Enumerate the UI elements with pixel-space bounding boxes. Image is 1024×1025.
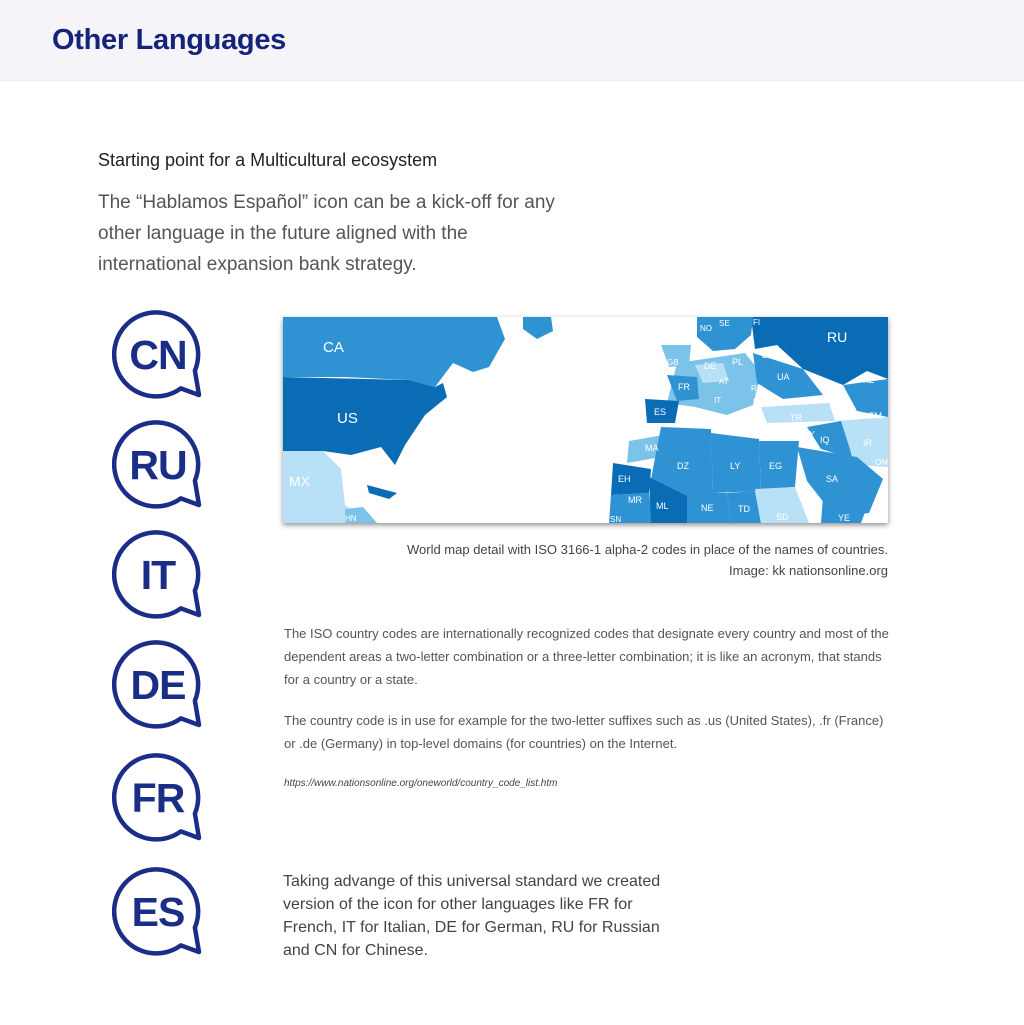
map-label-us: US — [337, 410, 358, 427]
body-paragraph-2: The country code is in use for example for the two-letter suffixes such as .us (United States), .fr (France) or .de (Germany) in top-level domains (for countries) on the Internet. — [284, 713, 884, 751]
map-label-es: ES — [654, 407, 667, 417]
badge-es-icon — [112, 866, 204, 958]
map-label-ir: IR — [863, 438, 872, 448]
map-caption-credit: Image: kk nationsonline.org — [729, 563, 888, 578]
map-label-no: NO — [700, 324, 712, 333]
map-label-iq: IQ — [820, 435, 830, 445]
map-label-ye: YE — [838, 513, 851, 523]
badge-it-label: IT — [140, 552, 176, 598]
badge-es-label: ES — [131, 889, 185, 935]
map-label-ma: MA — [645, 443, 659, 453]
map-caption-line1: World map detail with ISO 3166-1 alpha-2 codes in place of the names of countries. — [406, 542, 888, 557]
body-paragraph-1: The ISO country codes are internationally recognized codes that designate every country and most of the dependent areas a two-letter combination or a three-letter combination; it is like an acronym, that stands for a country or a state. — [284, 626, 889, 687]
map-label-hn: HN — [345, 514, 357, 523]
map-label-ua: UA — [777, 372, 790, 382]
badge-fr-label: FR — [131, 775, 185, 821]
map-label-ru: RU — [827, 329, 848, 345]
map-label-ne: NE — [701, 503, 714, 513]
map-caption — [407, 539, 888, 581]
map-label-by: BY — [762, 350, 775, 360]
map-label-de: DE — [704, 361, 717, 371]
map-label-om: OM — [875, 458, 888, 467]
badge-cn-icon — [112, 309, 204, 401]
badge-ru-icon — [112, 419, 204, 511]
badge-de-icon — [112, 639, 204, 731]
map-label-ml: ML — [656, 501, 669, 511]
map-label-ca: CA — [323, 339, 344, 356]
badge-fr-icon — [112, 752, 204, 844]
closing-paragraph: Taking advange of this universal standard we created version of the icon for other languages like FR for French, IT for Italian, DE for German, RU for Russian and CN for Chinese. — [283, 873, 661, 959]
map-label-pl: PL — [732, 357, 744, 367]
map-label-dz: DZ — [677, 461, 689, 471]
map-label-sy: SY — [804, 430, 815, 439]
world-map-image — [283, 317, 888, 523]
map-label-sn: SN — [610, 515, 622, 523]
map-label-ie: IE — [650, 353, 659, 363]
badge-cn-label: CN — [129, 332, 187, 378]
map-label-fi: FI — [753, 318, 761, 327]
badge-de-label: DE — [130, 662, 186, 708]
map-label-fr: FR — [678, 382, 690, 392]
map-label-it: IT — [714, 396, 722, 405]
badge-it-icon — [112, 529, 204, 621]
map-label-sa: SA — [826, 474, 839, 484]
badge-ru-label: RU — [129, 442, 187, 488]
map-label-mr: MR — [628, 495, 642, 505]
map-label-ly: LY — [730, 461, 741, 471]
section-heading: Starting point for a Multicultural ecosystem — [98, 150, 438, 170]
map-label-kz: KZ — [863, 375, 875, 385]
map-label-mx: MX — [289, 473, 310, 489]
map-label-tm: TM — [869, 411, 882, 421]
map-label-ro: RO — [751, 384, 763, 393]
source-link[interactable]: https://www.nationsonline.org/oneworld/country_code_list.htm — [284, 778, 558, 789]
map-label-eg: EG — [769, 461, 783, 471]
page-title: Other Languages — [52, 24, 286, 56]
map-label-td: TD — [738, 504, 750, 514]
map-label-tr: TR — [790, 413, 802, 423]
map-label-eh: EH — [618, 474, 631, 484]
map-label-se: SE — [719, 319, 730, 328]
map-label-gb: GB — [667, 358, 679, 367]
map-label-bg: BG — [753, 398, 765, 407]
map-label-sd: SD — [776, 512, 789, 522]
page-header — [0, 0, 1024, 81]
intro-text: The “Hablamos Español” icon can be a kick-off for any other language in the future aligned with the international expansion bank strategy. — [98, 192, 555, 275]
map-label-at: AT — [719, 377, 729, 386]
